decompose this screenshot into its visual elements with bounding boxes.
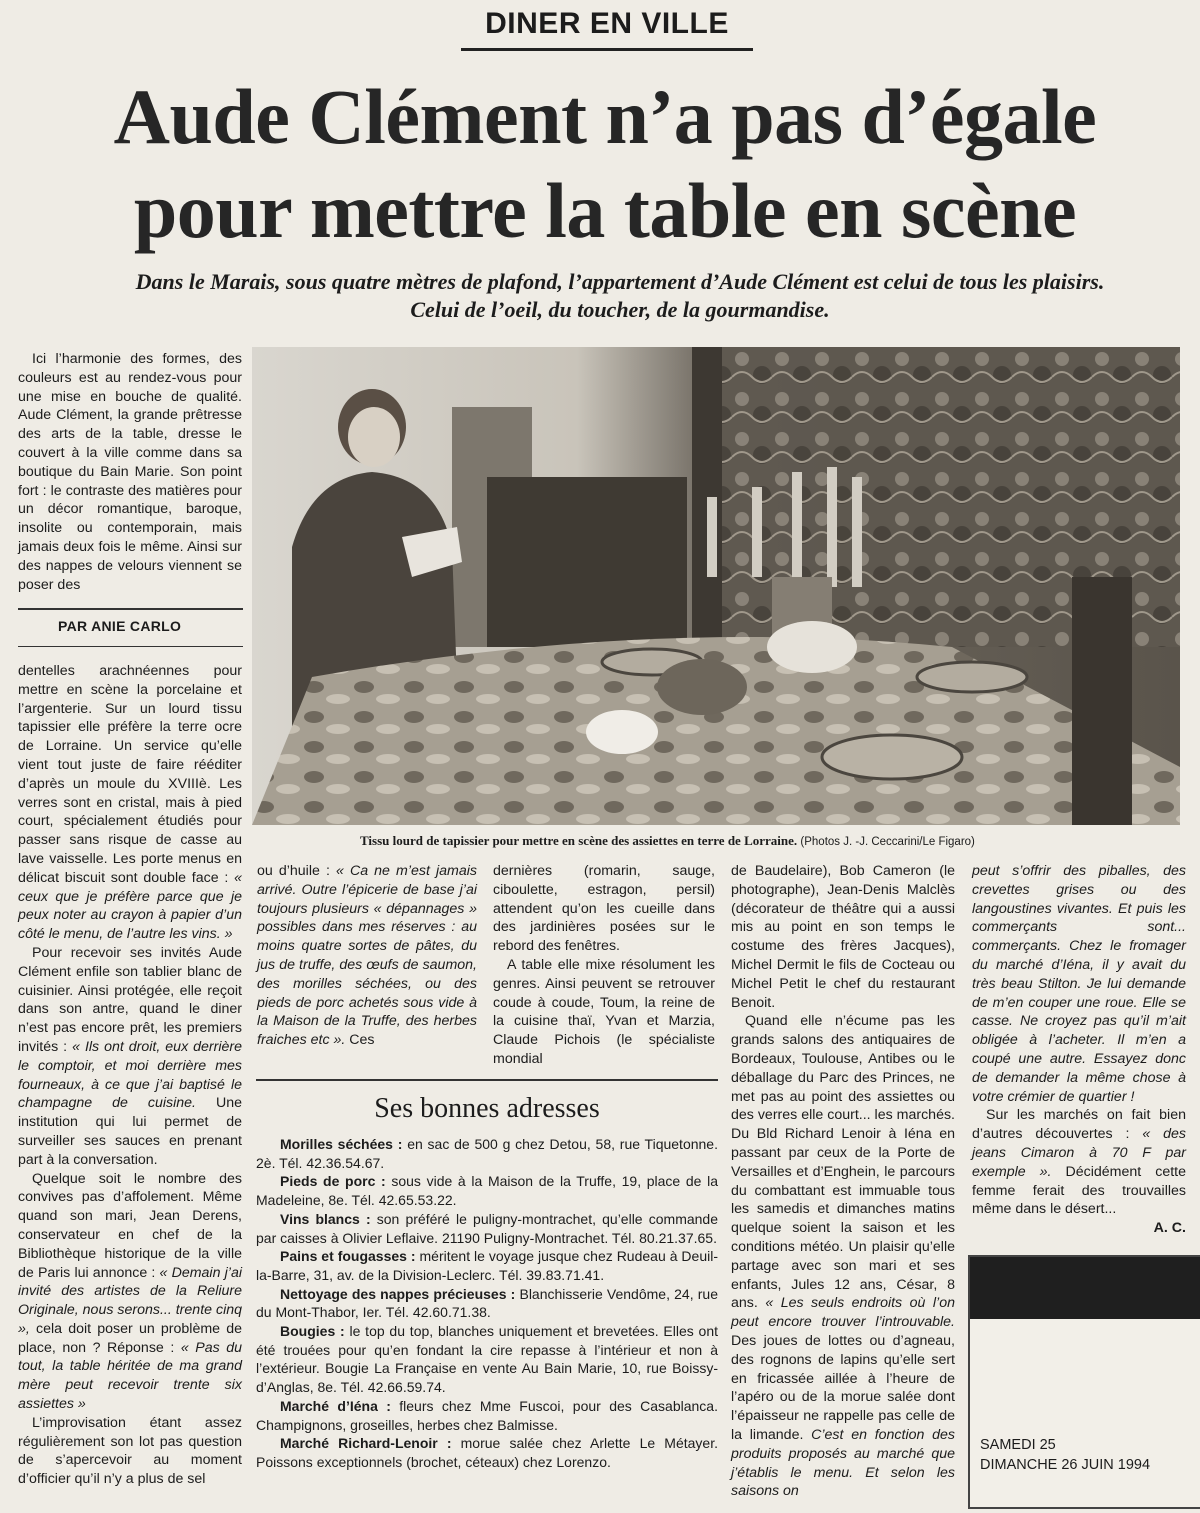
address-label: Bougies :: [280, 1323, 345, 1340]
caption-text: Tissu lourd de tapissier pour mettre en scène des assiettes en terre de Lorraine.: [360, 833, 798, 848]
deck-line-2: Celui de l’oeil, du toucher, de la gourmandise.: [410, 297, 830, 322]
headline-line-2: pour mettre la table en scène: [133, 167, 1077, 254]
section-rubric: DINER EN VILLE: [461, 4, 753, 51]
text-span: Ces: [345, 1032, 375, 1049]
address-text: le top du top, blanches uniquement et brevetées. Elles ont été trouées pour qu’en fondant la cire repasse à l’intérieur et non à l’extérieur. Bougie La Française en vente Au Bain Marie, 10, rue Boissy-d’Anglas, 8e. Tél. 42.66.59.74.: [256, 1323, 718, 1396]
deck-line-1: Dans le Marais, sous quatre mètres de plafond, l’appartement d’Aude Clément est celui de tous les plaisirs.: [135, 269, 1105, 294]
address-text: Blanchisserie Vendôme, 24, rue du Mont-Thabor, Ier. Tél. 42.60.71.38.: [256, 1285, 718, 1321]
deck: [60, 268, 1180, 324]
text-span: Une institution qui lui permet de surveiller ses sauces en prenant part à la conversation.: [18, 1095, 243, 1168]
quote-span: « des jeans Cimaron à 70 F par exemple ».: [972, 1126, 1186, 1180]
paragraph: de Baudelaire), Bob Cameron (le photographe), Jean-Denis Malclès (décorateur de théâtre qui a aussi mis au point en son temps le costume des frères Jacques), Michel Dermit le fils de Cocteau ou Michel Petit le chef du restaurant Benoit.: [731, 863, 955, 1011]
date-box: [968, 1255, 1200, 1509]
photo-table-setting: [252, 347, 1180, 825]
text-span: Sur les marchés on fait bien d’autres découvertes :: [972, 1107, 1186, 1143]
address-text: fleurs chez Mme Fuscoi, pour des Casablanca. Champignons, groseilles, herbes chez Balmisse.: [256, 1397, 718, 1433]
text-span: Pour recevoir ses invités Aude Clément enfile son tablier blanc de cuisinier. Ainsi protégée, elle reçoit dans son antre, quand le diner n’est pas encore prêt, les premiers invités :: [18, 944, 242, 1055]
paragraph: [18, 944, 242, 1170]
date-line-2: DIMANCHE 26 JUIN 1994: [980, 1457, 1151, 1473]
quote-span: peut s’offrir des piballes, des crevettes grises ou des langoustines vivantes. Et puis les commerçants sont... commerçants. Chez le fromager du marché d’Iéna, il y avait du très beau Stilton. Je lui demande de m’en couper une roue. Elle se casse. Ne croyez pas qu’il m’ait obligée à l’acheter. Il m’en a coupé une autre. Essayez donc de demander la même chose à votre crémier de quartier !: [972, 863, 1186, 1105]
photo-caption: [360, 833, 1180, 849]
photo-illustration: [252, 347, 1180, 825]
address-text: sous vide à la Maison de la Truffe, 19, place de la Madeleine, 8e. Tél. 42.65.53.22.: [256, 1173, 719, 1209]
text-span: ou d’huile :: [257, 863, 336, 879]
date-box-bar: [970, 1257, 1200, 1319]
text-span: Quelque soit le nombre des convives pas d’affolement. Même quand son mari, Jean Derens, conservateur en chef de la Bibliothèque historique de la ville de Paris lui annonce :: [18, 1170, 242, 1281]
headline-line-1: Aude Clément n’a pas d’égale: [113, 73, 1097, 160]
address-item: [256, 1285, 718, 1322]
address-item: [256, 1210, 718, 1247]
quote-span: « Ca ne m’est jamais arrivé. Outre l’épicerie de base j’ai toujours plusieurs « dépannages » possibles dans mes réserves : au moins quatre sortes de pâtes, du jus de truffe, des œufs de saumon, des morilles séchées, ou des pieds de porc achetés sous vide à la Maison de la Truffe, des herbes fraiches etc ».: [257, 863, 477, 1049]
quote-span: « Demain j’ai invité des artistes de la Reliure Originale, nous serons... trente cinq »,: [18, 1264, 242, 1337]
address-text: morue salée chez Arlette Le Métayer. Poissons exceptionnels (brochet, céteaux) chez Lorenzo.: [256, 1435, 718, 1470]
address-label: Pains et fougasses :: [280, 1248, 416, 1265]
column-5: [972, 862, 1186, 1238]
text-span: Des joues de lottes ou d’agneau, des rognons de lapins qu’elle sert en fricassée aillée à l’heure de l’apéro ou de la morue salée dont l’épaisseur ne rappelle pas celle de la limande.: [731, 1332, 955, 1443]
text-span: cela doit poser un problème de place, non ? Réponse :: [18, 1320, 242, 1356]
paragraph: [18, 1170, 242, 1414]
quote-span: « Ils ont droit, eux derrière le comptoir, et moi derrière mes fourneaux, à ce que j’ai baptisé le champagne de cuisine.: [18, 1038, 243, 1112]
date-line-1: SAMEDI 25: [980, 1437, 1056, 1453]
quote-span: C’est en fonction des produits proposés au marché que j’établis le menu. Et selon les saisons on: [731, 1426, 955, 1500]
paragraph: [972, 862, 1186, 1106]
text-span: Décidément cette femme ferait des trouvailles même dans le désert...: [972, 1163, 1186, 1218]
address-label: Morilles séchées :: [280, 1136, 403, 1152]
address-item: [256, 1397, 718, 1434]
quote-span: « Les seuls endroits où l’on peut encore trouver l’introuvable.: [731, 1295, 955, 1331]
address-item: [256, 1172, 718, 1209]
quote-span: « ceux que je préfère parce que je peux noter au crayon à papier d’un côté le menu, de l’autre les vins. »: [18, 869, 242, 943]
paragraph: A table elle mixe résolument les genres. Ainsi peuvent se retrouver coude à coude, Toum, la reine de la cuisine thaï, Yvan et Marzia, Claude Pichois (le spécialiste mondial: [493, 956, 715, 1067]
signature-initials: A. C.: [1153, 1220, 1186, 1237]
quote-span: « Pas du tout, la table héritée de ma grand mère peut recevoir trente six assiettes »: [18, 1339, 242, 1413]
paragraph: Ici l’harmonie des formes, des couleurs est au rendez-vous pour une mise en bouche de qualité. Aude Clément, la grande prêtresse des arts de la table, dresse le couvert à la ville comme dans sa boutique du Bain Marie. Son point fort : le contraste des matières pour un décor romantique, baroque, insolite ou contemporain, mais jamais deux fois le même. Ainsi sur des nappes de velours viennent se poser des: [18, 351, 242, 593]
addresses-box: [256, 1079, 718, 1472]
address-label: Marché d’Iéna :: [280, 1397, 391, 1414]
addresses-title: Ses bonnes adresses: [374, 1093, 600, 1124]
paragraph: [972, 1106, 1186, 1219]
paragraph: L’improvisation étant assez régulièrement son lot pas question de s’apercevoir au moment d’officier qu’il n’y a plus de sel: [18, 1414, 242, 1488]
address-text: son préféré le puligny-montrachet, qu’elle commande par caisses à Olivier Leflaive. 21190 Puligny-Montrachet. Tél. 80.21.37.65.: [256, 1210, 718, 1246]
address-label: Marché Richard-Lenoir :: [280, 1435, 452, 1452]
column-1-top: [18, 350, 242, 594]
paragraph: dernières (romarin, sauge, ciboulette, estragon, persil) attendent qu’on les cueille dans des jardinières posées sur le rebord des fenêtres.: [493, 863, 715, 955]
column-2: [257, 862, 477, 1050]
address-label: Vins blancs :: [280, 1210, 371, 1227]
paragraph: [18, 662, 242, 944]
headline: [20, 70, 1190, 258]
address-label: Pieds de porc :: [280, 1173, 386, 1190]
photo-credit: (Photos J. -J. Ceccarini/Le Figaro): [800, 836, 975, 848]
paragraph: [731, 1012, 955, 1501]
addresses-list: [256, 1135, 718, 1472]
text-span: dentelles arachnéennes pour mettre en scène la porcelaine et l’argenterie. Sur un lourd tissu tapissier elle préfère la terre ocre de Lorraine. Un service qu’elle vient tout juste de faire rééditer d’après un moule du XVIIIè. Les verres sont en cristal, mais à pied court, spécialement étudiés pour passer sans risque de casse au lave vaisselle. Les porte menus en délicat biscuit sont double face :: [18, 663, 242, 886]
paragraph: [257, 862, 477, 1050]
column-4: [731, 862, 955, 1501]
byline-text: PAR ANIE CARLO: [58, 618, 182, 634]
address-item: [256, 1247, 718, 1284]
address-item: [256, 1322, 718, 1397]
column-1-bottom: [18, 662, 242, 1489]
address-label: Nettoyage des nappes précieuses :: [280, 1285, 516, 1302]
address-text: méritent le voyage jusque chez Rudeau à Deuil-la-Barre, 31, av. de la Division-Leclerc. Tél. 39.83.71.41.: [256, 1248, 718, 1283]
byline: [18, 608, 243, 647]
address-item: [256, 1434, 718, 1471]
address-item: [256, 1135, 718, 1172]
column-3: [493, 862, 715, 1069]
text-span: Quand elle n’écume pas les grands salons des antiquaires de Bordeaux, Toulouse, Antibes ou le déballage du Parc des Princes, ne met pas au point des assiettes ou des verres elle court... les marchés. Du Bld Richard Lenoir à Iéna en passant par ceux de la Porte de Versailles et d’Enghein, le parcours du combattant est immuable tous les samedis et dimanches matins quelque soient la saison et les conditions météo. Un plaisir qu’elle partage avec son mari et ses enfants, Jules 12 ans, César, 8 ans.: [731, 1013, 955, 1312]
address-text: en sac de 500 g chez Detou, 58, rue Tiquetonne. 2è. Tél. 42.36.54.67.: [256, 1136, 718, 1171]
date-text: [980, 1435, 1150, 1475]
